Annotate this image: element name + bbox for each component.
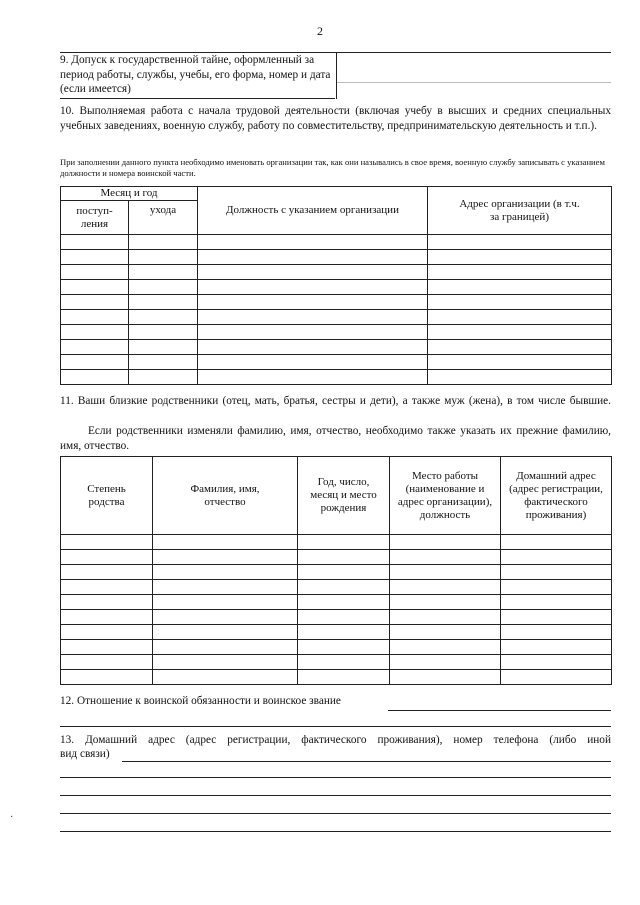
table-cell[interactable] — [501, 625, 612, 640]
home-address-field-line5[interactable] — [60, 831, 611, 832]
table-cell[interactable] — [501, 655, 612, 670]
home-address-field-line2[interactable] — [60, 777, 611, 778]
table-cell[interactable] — [501, 550, 612, 565]
column-header-birth: Год, число, месяц и место рождения — [298, 457, 390, 535]
home-address-field-line4[interactable] — [60, 813, 611, 814]
table-cell[interactable] — [390, 595, 501, 610]
table-cell[interactable] — [298, 655, 390, 670]
table-cell[interactable] — [61, 640, 153, 655]
relatives-row — [61, 565, 612, 580]
table-cell[interactable] — [198, 355, 428, 370]
table-cell[interactable] — [501, 610, 612, 625]
table-cell[interactable] — [298, 535, 390, 550]
table-cell[interactable] — [428, 235, 612, 250]
table-cell[interactable] — [61, 340, 129, 355]
table-cell[interactable] — [428, 265, 612, 280]
table-cell[interactable] — [129, 325, 198, 340]
table-cell[interactable] — [153, 550, 298, 565]
home-address-field[interactable] — [122, 761, 611, 762]
table-cell[interactable] — [198, 280, 428, 295]
table-cell[interactable] — [61, 535, 153, 550]
work-history-table — [60, 186, 612, 385]
table-cell[interactable] — [298, 595, 390, 610]
table-cell[interactable] — [61, 250, 129, 265]
table-cell[interactable] — [390, 640, 501, 655]
relatives-row — [61, 535, 612, 550]
table-cell[interactable] — [298, 610, 390, 625]
table-cell[interactable] — [390, 535, 501, 550]
table-cell[interactable] — [298, 625, 390, 640]
section-9 — [60, 52, 611, 99]
table-cell[interactable] — [501, 595, 612, 610]
work-history-row — [61, 370, 612, 385]
table-cell[interactable] — [153, 565, 298, 580]
table-cell[interactable] — [61, 355, 129, 370]
table-cell[interactable] — [390, 550, 501, 565]
work-history-row — [61, 355, 612, 370]
table-cell[interactable] — [153, 640, 298, 655]
column-header-home: Домашний адрес (адрес регистрации, фактического проживания) — [501, 457, 612, 535]
relatives-row — [61, 610, 612, 625]
work-history-row — [61, 280, 612, 295]
table-cell[interactable] — [129, 355, 198, 370]
table-cell[interactable] — [61, 550, 153, 565]
column-header-position: Должность с указанием организации — [198, 187, 428, 235]
table-cell[interactable] — [501, 640, 612, 655]
table-cell[interactable] — [61, 655, 153, 670]
table-cell[interactable] — [390, 565, 501, 580]
table-cell[interactable] — [153, 535, 298, 550]
work-history-note: При заполнении данного пункта необходимо именовать организации так, как они назывались в свое время, военную службу записывать с указанием должности и номера воинской части. — [60, 157, 605, 178]
table-cell[interactable] — [298, 550, 390, 565]
relatives-row — [61, 625, 612, 640]
table-cell[interactable] — [61, 670, 153, 685]
work-history-title: 10. Выполняемая работа с начала трудовой деятельности (включая учебу в высших и средних специальных учебных заведениях, военную службу, работу по совместительству, предпринимательскую деятельность и т.п.). — [60, 105, 611, 132]
table-cell[interactable] — [61, 625, 153, 640]
table-cell[interactable] — [198, 235, 428, 250]
table-cell[interactable] — [129, 295, 198, 310]
column-header-address: Адрес организации (в т.ч. за границей) — [428, 187, 612, 235]
work-history-row — [61, 310, 612, 325]
relatives-table — [60, 456, 612, 685]
table-cell[interactable] — [153, 625, 298, 640]
relatives-note: Если родственники изменяли фамилию, имя, отчество, необходимо также указать их прежние фамилию, имя, отчество. — [60, 425, 611, 452]
column-header-end: ухода — [129, 201, 198, 235]
relatives-row — [61, 550, 612, 565]
table-cell[interactable] — [129, 265, 198, 280]
military-status-field[interactable] — [388, 710, 611, 711]
table-cell[interactable] — [501, 565, 612, 580]
table-cell[interactable] — [428, 250, 612, 265]
table-cell[interactable] — [428, 310, 612, 325]
table-cell[interactable] — [129, 235, 198, 250]
table-cell[interactable] — [390, 610, 501, 625]
work-history-row — [61, 295, 612, 310]
table-cell[interactable] — [129, 370, 198, 385]
work-history-row — [61, 325, 612, 340]
table-cell[interactable] — [61, 565, 153, 580]
home-address-label-cont: вид связи) — [60, 748, 110, 760]
home-address-field-line3[interactable] — [60, 795, 611, 796]
table-cell[interactable] — [153, 610, 298, 625]
security-clearance-label: 9. Допуск к государственной тайне, оформленный за период работы, службы, учебы, его форма, номер и дата (если имеется) — [60, 53, 335, 99]
work-history-row — [61, 250, 612, 265]
scan-mark: · — [10, 812, 14, 823]
table-cell[interactable] — [198, 310, 428, 325]
table-cell[interactable] — [390, 625, 501, 640]
table-cell[interactable] — [198, 250, 428, 265]
table-cell[interactable] — [61, 235, 129, 250]
work-history-row — [61, 340, 612, 355]
column-header-start: поступ-ления — [61, 201, 129, 235]
home-address-label: 13. Домашний адрес (адрес регистрации, фактического проживания), номер телефона (либо иной — [60, 734, 611, 746]
divider — [336, 52, 337, 99]
column-header-work: Место работы (наименование и адрес организации), должность — [390, 457, 501, 535]
table-cell[interactable] — [501, 580, 612, 595]
column-header-name: Фамилия, имя, отчество — [153, 457, 298, 535]
table-cell[interactable] — [129, 310, 198, 325]
work-history-row — [61, 235, 612, 250]
column-header-month-year: Месяц и год — [61, 187, 198, 201]
table-cell[interactable] — [501, 535, 612, 550]
table-cell[interactable] — [428, 280, 612, 295]
column-header-relation: Степень родства — [61, 457, 153, 535]
table-cell[interactable] — [61, 580, 153, 595]
table-cell[interactable] — [198, 265, 428, 280]
table-cell[interactable] — [61, 610, 153, 625]
table-cell[interactable] — [428, 370, 612, 385]
relatives-row — [61, 655, 612, 670]
table-cell[interactable] — [61, 595, 153, 610]
table-cell[interactable] — [61, 295, 129, 310]
table-cell[interactable] — [198, 295, 428, 310]
table-cell[interactable] — [153, 580, 298, 595]
table-cell[interactable] — [428, 340, 612, 355]
table-cell[interactable] — [428, 325, 612, 340]
table-cell[interactable] — [428, 355, 612, 370]
table-cell[interactable] — [153, 595, 298, 610]
table-cell[interactable] — [390, 580, 501, 595]
relatives-row — [61, 595, 612, 610]
table-cell[interactable] — [390, 655, 501, 670]
table-cell[interactable] — [198, 325, 428, 340]
security-clearance-field[interactable] — [337, 82, 611, 83]
table-cell[interactable] — [198, 340, 428, 355]
relatives-title: 11. Ваши близкие родственники (отец, мать, братья, сестры и дети), а также муж (жена), в том числе бывшие. — [60, 395, 611, 407]
table-cell[interactable] — [198, 370, 428, 385]
work-history-row — [61, 265, 612, 280]
table-cell[interactable] — [501, 670, 612, 685]
table-cell[interactable] — [153, 670, 298, 685]
table-cell[interactable] — [390, 670, 501, 685]
table-cell[interactable] — [61, 280, 129, 295]
table-cell[interactable] — [61, 310, 129, 325]
table-cell[interactable] — [129, 250, 198, 265]
table-cell[interactable] — [298, 670, 390, 685]
table-cell[interactable] — [298, 640, 390, 655]
table-cell[interactable] — [61, 325, 129, 340]
table-cell[interactable] — [129, 340, 198, 355]
table-cell[interactable] — [129, 280, 198, 295]
table-cell[interactable] — [61, 265, 129, 280]
page-number: 2 — [317, 24, 323, 38]
table-cell[interactable] — [428, 295, 612, 310]
table-cell[interactable] — [298, 565, 390, 580]
table-cell[interactable] — [153, 655, 298, 670]
relatives-row — [61, 640, 612, 655]
military-status-label: 12. Отношение к воинской обязанности и воинское звание — [60, 695, 341, 707]
relatives-row — [61, 580, 612, 595]
military-status-field-line2[interactable] — [60, 726, 611, 727]
relatives-row — [61, 670, 612, 685]
table-cell[interactable] — [298, 580, 390, 595]
table-cell[interactable] — [61, 370, 129, 385]
